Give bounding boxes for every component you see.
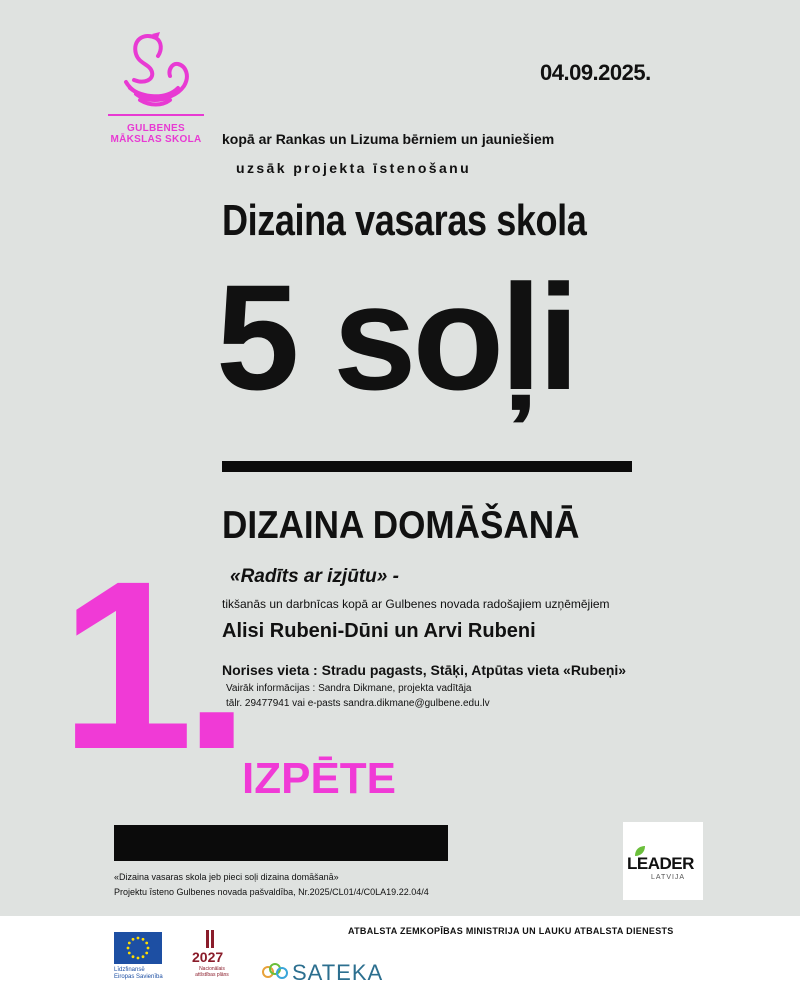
nap-caption-line-1: Nacionālais — [199, 966, 225, 972]
logo-line-2: MĀKSLAS SKOLA — [110, 134, 202, 145]
date: 04.09.2025. — [540, 60, 651, 85]
subtitle: DIZAINA DOMĀŠANĀ — [222, 504, 580, 547]
nap-caption — [194, 966, 230, 978]
eu-caption — [114, 967, 163, 981]
event-venue: Norises vieta : Stradu pagasts, Stāķi, Atpūtas vieta «Rubeņi» — [222, 662, 627, 678]
subtitle-wrap — [222, 504, 619, 548]
big-title: 5 soļi — [216, 253, 576, 421]
big-title-wrap — [216, 253, 576, 421]
event-desc: tikšanās un darbnīcas kopā ar Gulbenes novada radošajiem uzņēmējiem — [222, 597, 610, 611]
logo-name — [108, 123, 204, 145]
logo-line-1: GULBENES — [127, 123, 185, 134]
support-text: ATBALSTA ZEMKOPĪBAS MINISTRIJA UN LAUKU ATBALSTA DIENESTS — [348, 926, 674, 936]
leader-text: LEADER — [627, 854, 694, 873]
eu-flag-icon — [114, 932, 162, 964]
nap-caption-line-2: attīstības plāns — [195, 972, 229, 978]
leader-logo — [623, 822, 703, 900]
swan-logo-icon — [116, 30, 196, 112]
step-name: IZPĒTE — [242, 754, 397, 803]
project-line-1: «Dizaina vasaras skola jeb pieci soļi dizaina domāšanā» — [114, 872, 339, 882]
sateka-logo-icon — [260, 960, 290, 984]
project-line-2: Projektu īsteno Gulbenes novada pašvaldība, Nr.2025/CL01/4/C0LA19.22.04/4 — [114, 887, 429, 897]
step-number: 1. — [60, 531, 241, 799]
sateka-text: SATEKA — [292, 960, 384, 985]
nap-number: 2027 — [192, 949, 224, 965]
title-wrap — [222, 196, 666, 246]
event-people: Alisi Rubeni-Dūni un Arvi Rubeni — [222, 620, 536, 642]
eu-caption-line-1: Līdzfinansē — [114, 967, 145, 973]
event-contact: tālr. 29477941 vai e-pasts sandra.dikmane@gulbene.edu.lv — [226, 698, 490, 709]
intro-line-2: uzsāk projekta īstenošanu — [236, 160, 472, 176]
black-bar — [114, 825, 448, 861]
intro-line-1: kopā ar Rankas un Lizuma bērniem un jauniešiem — [222, 131, 555, 147]
event-info: Vairāk informācijas : Sandra Dikmane, projekta vadītāja — [226, 683, 472, 694]
footer — [0, 916, 800, 1000]
logo-rule — [108, 114, 204, 116]
nap-mark-icon — [206, 930, 214, 948]
title: Dizaina vasaras skola — [222, 196, 587, 245]
leader-sub: LATVIJA — [651, 874, 686, 881]
eu-caption-line-2: Eiropas Savienība — [114, 974, 163, 980]
event-name: «Radīts ar izjūtu» - — [230, 566, 399, 587]
underline-bar — [222, 461, 632, 472]
